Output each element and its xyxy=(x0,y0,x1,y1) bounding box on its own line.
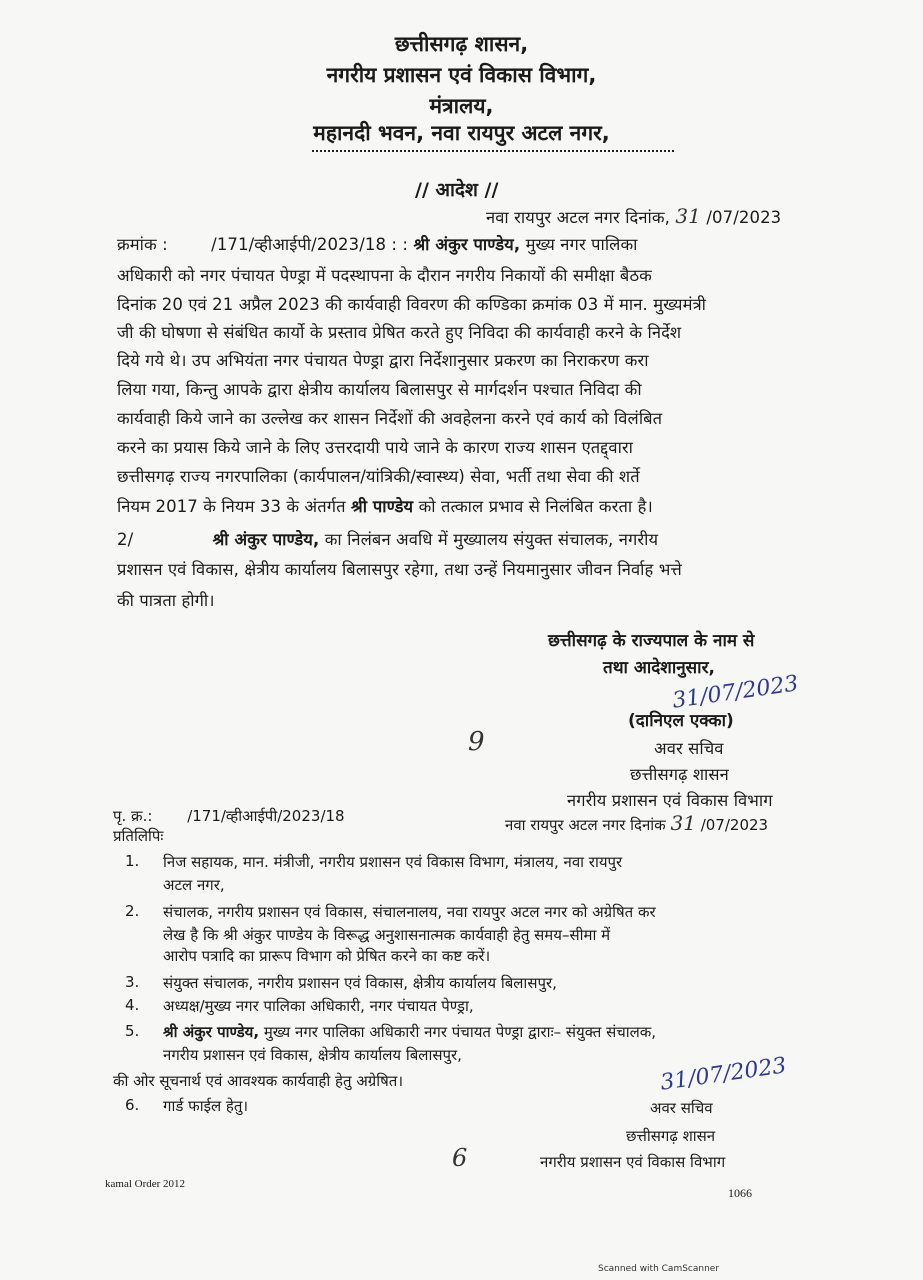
signatory-govt: छत्तीसगढ़ शासन xyxy=(630,765,729,784)
order-number-ref: /171/व्हीआईपी/2023/18 : : xyxy=(211,235,409,254)
authority-line2: तथा आदेशानुसार, xyxy=(603,658,715,678)
copy-label: प्रतिलिपिः xyxy=(113,827,164,845)
para1-line10 xyxy=(117,494,653,517)
header-dotted-divider xyxy=(312,150,674,155)
copy-item-5-line2: नगरीय प्रशासन एवं विकास, क्षेत्रीय कार्यालय बिलासपुर, xyxy=(163,1046,462,1064)
endorsement-ref-line xyxy=(113,806,345,826)
header-address: महानदी भवन, नवा रायपुर अटल नगर, xyxy=(313,121,610,145)
copy-item-5-line1 xyxy=(163,1022,656,1042)
copy-item-1-line2: अटल नगर, xyxy=(163,876,225,894)
para1-line3: दिनांक 20 एवं 21 अप्रैल 2023 की कार्यवाही विवरण की कण्डिका क्रमांक 03 में मान. मुख्यमंत्री xyxy=(117,295,707,314)
endorsement-date-line xyxy=(505,811,768,835)
para1-line2: अधिकारी को नगर पंचायत पेण्ड्रा में पदस्थापना के दौरान नगरीय निकायों की समीक्षा बैठक xyxy=(117,266,652,285)
header-ministry: मंत्रालय, xyxy=(429,94,494,118)
para1-l10-name: श्री पाण्डेय xyxy=(351,497,414,516)
authority-line1: छत्तीसगढ़ के राज्यपाल के नाम से xyxy=(548,631,755,651)
header-govt: छत्तीसगढ़ शासन, xyxy=(394,32,529,56)
footer-left-text: kamal Order 2012 xyxy=(105,1178,186,1190)
copy-item-6: गार्ड फाईल हेतु। xyxy=(163,1097,249,1115)
order-date-day: 31 xyxy=(675,204,701,228)
para1-line5: दिये गये थे। उप अभियंता नगर पंचायत पेण्ड्रा द्वारा निर्देशानुसार प्रकरण का निराकरण करा xyxy=(117,351,649,370)
copy-item-5-name: श्री अंकुर पाण्डेय, xyxy=(163,1023,260,1041)
para1-line6: लिया गया, किन्तु आपके द्वारा क्षेत्रीय कार्यालय बिलासपुर से मार्गदर्शन पश्चात निविदा की xyxy=(117,380,642,399)
handwritten-signature: 31/07/2023 xyxy=(670,671,800,714)
para1-line1 xyxy=(117,232,847,255)
copy-item-number: 3. xyxy=(125,973,140,991)
endorsement-date-suffix: /07/2023 xyxy=(700,816,769,834)
para2-line1 xyxy=(117,527,658,550)
copy-item-2-line2: लेख है कि श्री अंकुर पाण्डेय के विरूद्ध अनुशासनात्मक कार्यवाही हेतु समय–सीमा में xyxy=(163,926,611,944)
copy-item-5-rest: मुख्य नगर पालिका अधिकारी नगर पंचायत पेण्ड्रा द्वाराः– संयुक्त संचालक, xyxy=(263,1023,657,1041)
endorsement-dept: नगरीय प्रशासन एवं विकास विभाग xyxy=(540,1153,726,1171)
copy-item-number: 2. xyxy=(125,902,140,920)
endorsement-govt: छत्तीसगढ़ शासन xyxy=(626,1127,716,1145)
endorsement-place: नवा रायपुर अटल नगर दिनांक xyxy=(505,816,666,834)
order-number-label: क्रमांक : xyxy=(117,235,168,254)
forward-line: की ओर सूचनार्थ एवं आवश्यक कार्यवाही हेतु अग्रेषित। xyxy=(113,1072,404,1090)
copy-item-number: 5. xyxy=(125,1022,140,1040)
endorsement-label: पृ. क्र.: xyxy=(113,807,153,825)
para2-line2: प्रशासन एवं विकास, क्षेत्रीय कार्यालय बिलासपुर रहेगा, तथा उन्हें नियमानुसार जीवन निर्वाह भत्ते xyxy=(117,560,682,579)
para1-line7: कार्यवाही किये जाने का उल्लेख कर शासन निर्देशों की अवहेलना करने एवं कार्य को विलंबित xyxy=(117,409,663,428)
handwritten-mark-6: 6 xyxy=(452,1144,468,1172)
copy-item-2-line1: संचालक, नगरीय प्रशासन एवं विकास, संचालनालय, नवा रायपुर अटल नगर को अग्रेषित कर xyxy=(163,903,656,921)
order-date-line xyxy=(486,204,781,228)
order-title: // आदेश // xyxy=(415,179,499,201)
handwritten-mark-9: 9 xyxy=(468,727,485,757)
copy-item-2-line3: आरोप पत्रादि का प्रारूप विभाग को प्रेषित करने का कष्ट करें। xyxy=(163,947,491,965)
copy-item-number: 6. xyxy=(125,1096,140,1114)
scanner-watermark: Scanned with CamScanner xyxy=(598,1264,720,1274)
endorsement-day: 31 xyxy=(670,811,696,835)
copy-item-4: अध्यक्ष/मुख्य नगर पालिका अधिकारी, नगर पंचायत पेण्ड्रा, xyxy=(163,997,474,1015)
signatory-designation: अवर सचिव xyxy=(654,739,724,758)
para2-line3: की पात्रता होगी। xyxy=(117,591,215,610)
para2-number: 2/ xyxy=(117,530,134,549)
order-date-prefix: नवा रायपुर अटल नगर दिनांक, xyxy=(486,208,670,227)
para1-l10-b: को तत्काल प्रभाव से निलंबित करता है। xyxy=(418,497,653,516)
copy-item-3: संयुक्त संचालक, नगरीय प्रशासन एवं विकास, क्षेत्रीय कार्यालय बिलासपुर, xyxy=(163,974,557,992)
para1-line9: छत्तीसगढ़ राज्य नगरपालिका (कार्यपालन/यांत्रिकी/स्वास्थ्य) सेवा, भर्ती तथा सेवा की शर्ते xyxy=(117,467,640,486)
para2-l1-rest: का निलंबन अवधि में मुख्यालय संयुक्त संचालक, नगरीय xyxy=(324,530,659,549)
endorsement-designation: अवर सचिव xyxy=(650,1099,713,1117)
para1-line4: जी की घोषणा से संबंधित कार्यो के प्रस्ताव प्रेषित करते हुए निविदा की कार्यवाही करने के निर्देश xyxy=(117,323,682,342)
copy-item-1-line1: निज सहायक, मान. मंत्रीजी, नगरीय प्रशासन एवं विकास विभाग, मंत्रालय, नवा रायपुर xyxy=(163,853,623,871)
copy-item-number: 4. xyxy=(125,996,140,1014)
order-date-suffix: /07/2023 xyxy=(706,208,782,227)
handwritten-signature-2: 31/07/2023 xyxy=(658,1053,788,1096)
officer-name: श्री अंकुर पाण्डेय, xyxy=(413,235,521,254)
endorsement-ref: /171/व्हीआईपी/2023/18 xyxy=(187,807,345,825)
copy-item-number: 1. xyxy=(125,852,140,870)
signatory-dept: नगरीय प्रशासन एवं विकास विभाग xyxy=(567,791,773,810)
header-department: नगरीय प्रशासन एवं विकास विभाग, xyxy=(326,63,597,87)
para1-l1-rest: मुख्य नगर पालिका xyxy=(525,235,638,254)
page-number: 1066 xyxy=(728,1186,752,1200)
para2-officer-name: श्री अंकुर पाण्डेय, xyxy=(212,530,320,549)
signatory-name: (दानिएल एक्का) xyxy=(628,711,734,731)
para1-l10-a: नियम 2017 के नियम 33 के अंतर्गत xyxy=(117,497,346,516)
para1-line8: करने का प्रयास किये जाने के लिए उत्तरदायी पाये जाने के कारण राज्य शासन एतद्द्वारा xyxy=(117,438,634,457)
